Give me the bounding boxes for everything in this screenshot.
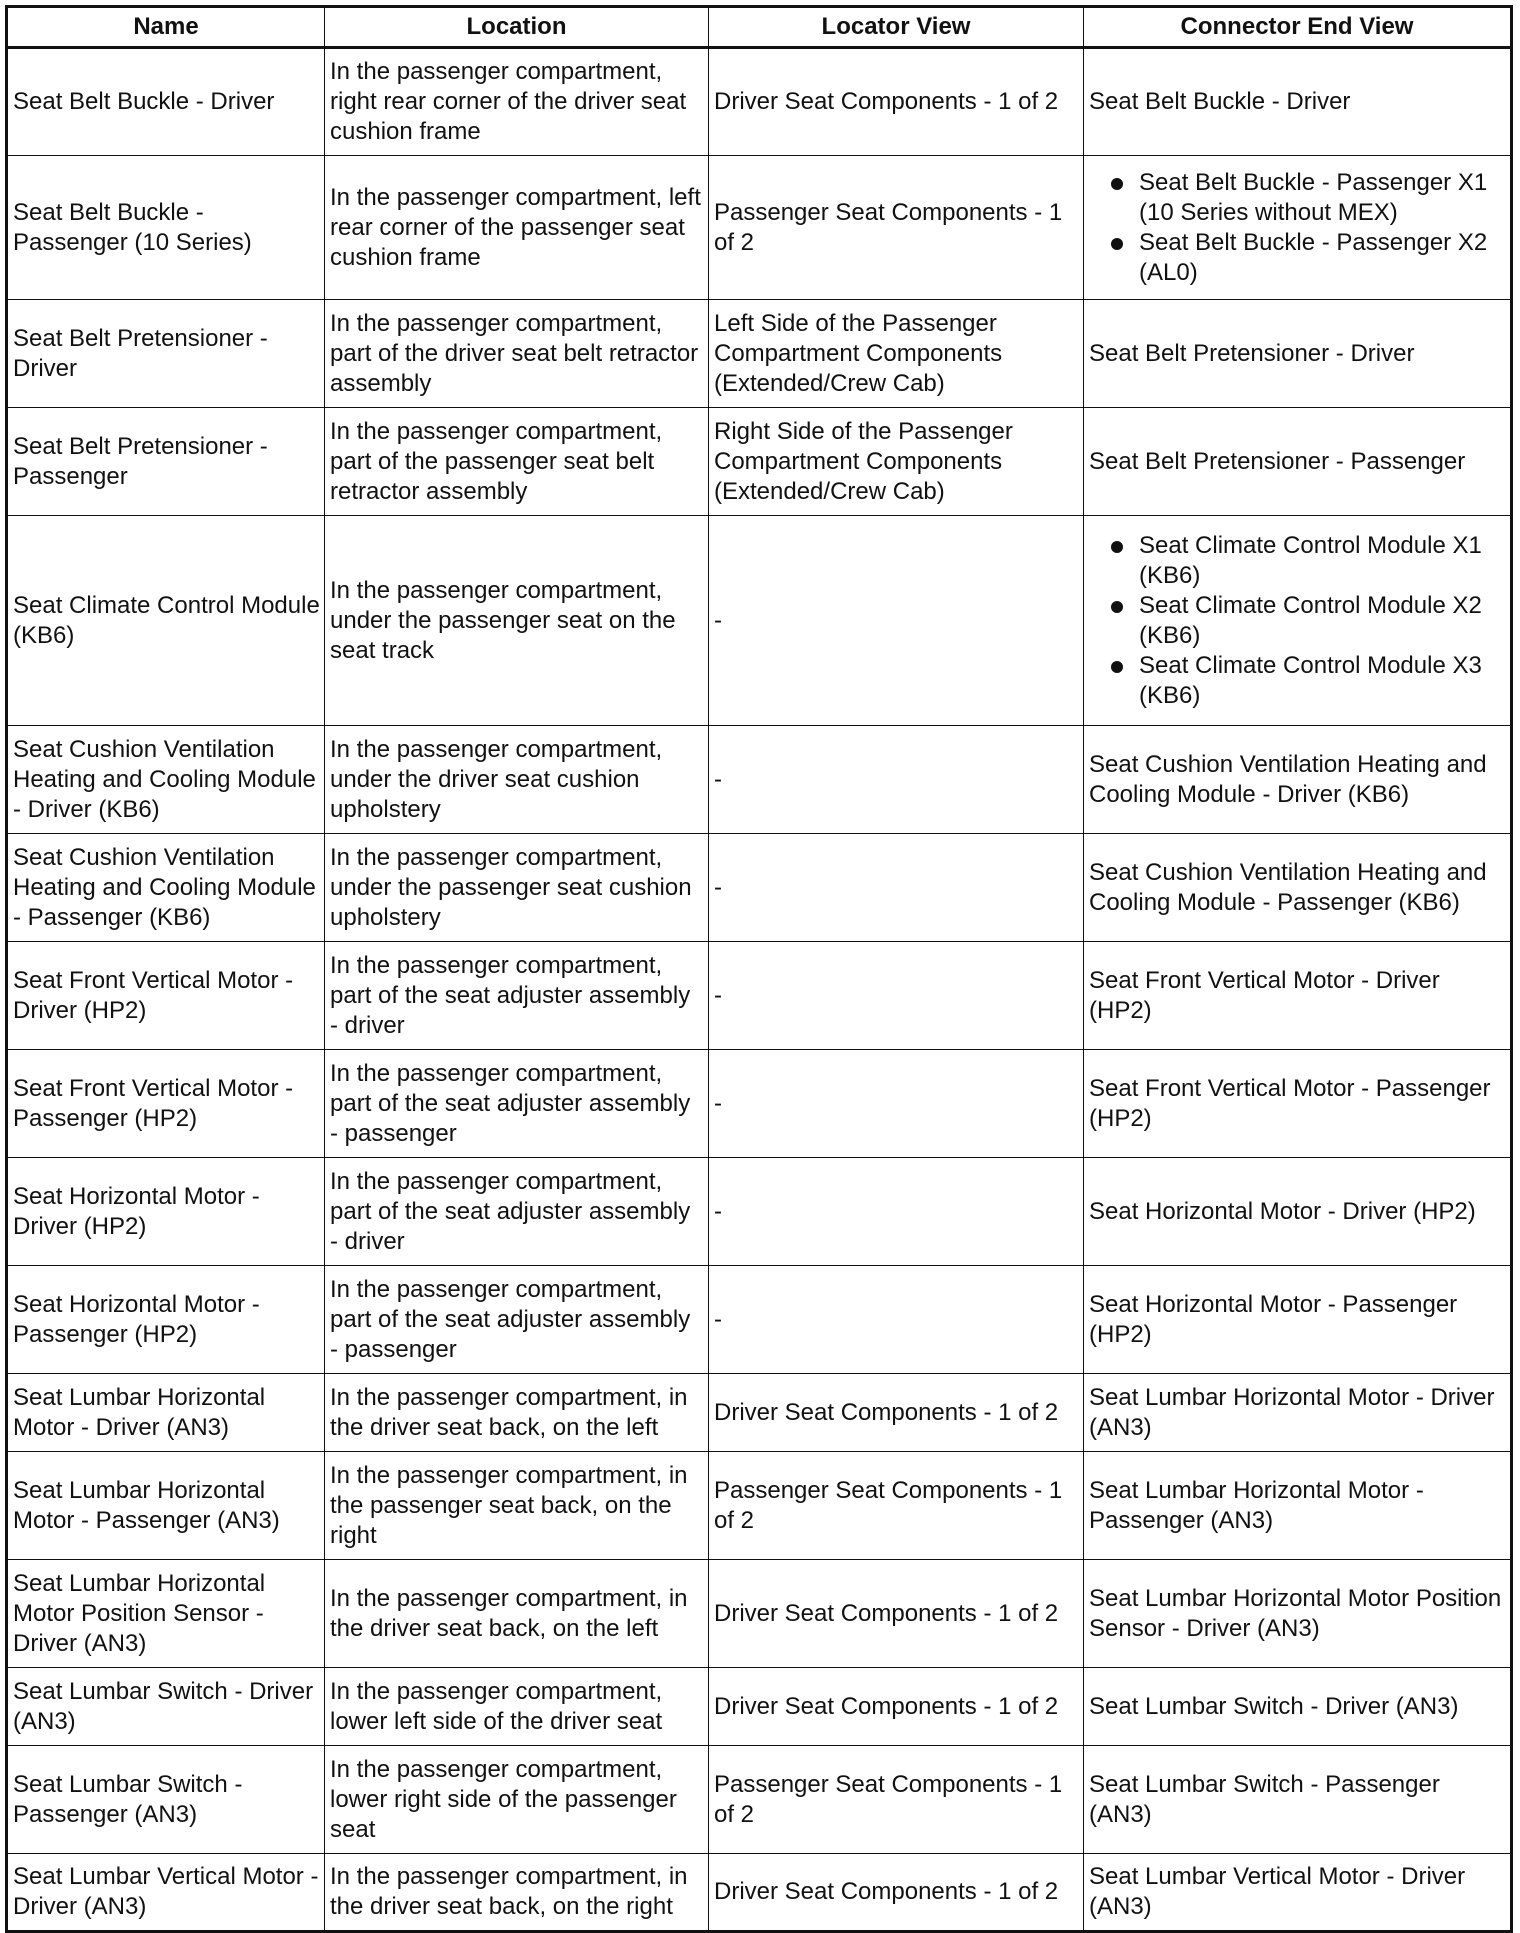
table-row	[7, 1266, 1512, 1374]
connector-list-item: Seat Belt Buckle - Passenger X2 (AL0)	[1089, 228, 1506, 288]
connector-end-view-cell: Seat Cushion Ventilation Heating and Cooling Module - Passenger (KB6)	[1084, 834, 1512, 942]
component-name-cell: Seat Horizontal Motor - Driver (HP2)	[7, 1158, 325, 1266]
connector-list	[1089, 531, 1506, 711]
table-row	[7, 1374, 1512, 1452]
connector-list-item: Seat Climate Control Module X1 (KB6)	[1089, 531, 1506, 591]
location-cell: In the passenger compartment, under the passenger seat cushion upholstery	[325, 834, 709, 942]
table-row	[7, 1050, 1512, 1158]
location-cell: In the passenger compartment, in the driver seat back, on the left	[325, 1374, 709, 1452]
location-cell: In the passenger compartment, part of the seat adjuster assembly - passenger	[325, 1050, 709, 1158]
locator-view-cell: Passenger Seat Components - 1 of 2	[709, 1452, 1084, 1560]
connector-end-view-cell: Seat Cushion Ventilation Heating and Cooling Module - Driver (KB6)	[1084, 726, 1512, 834]
locator-view-cell: Passenger Seat Components - 1 of 2	[709, 1746, 1084, 1854]
component-locator-table	[5, 5, 1513, 1933]
component-name-cell: Seat Lumbar Switch - Driver (AN3)	[7, 1668, 325, 1746]
table-row	[7, 1854, 1512, 1932]
location-cell: In the passenger compartment, part of the seat adjuster assembly - passenger	[325, 1266, 709, 1374]
name-column-header: Name	[7, 7, 325, 48]
connector-list	[1089, 168, 1506, 288]
component-name-cell: Seat Lumbar Horizontal Motor - Driver (AN3)	[7, 1374, 325, 1452]
location-cell: In the passenger compartment, lower right side of the passenger seat	[325, 1746, 709, 1854]
component-name-cell: Seat Belt Pretensioner - Driver	[7, 300, 325, 408]
component-name-cell: Seat Front Vertical Motor - Passenger (HP2)	[7, 1050, 325, 1158]
component-name-cell: Seat Front Vertical Motor - Driver (HP2)	[7, 942, 325, 1050]
connector-end-view-cell: Seat Belt Pretensioner - Driver	[1084, 300, 1512, 408]
location-cell: In the passenger compartment, under the passenger seat on the seat track	[325, 516, 709, 726]
locator-view-column-header: Locator View	[709, 7, 1084, 48]
table-row	[7, 300, 1512, 408]
table-row	[7, 834, 1512, 942]
locator-view-cell: -	[709, 834, 1084, 942]
table-row	[7, 516, 1512, 726]
connector-end-view-cell: Seat Belt Buckle - Driver	[1084, 48, 1512, 156]
location-cell: In the passenger compartment, part of the driver seat belt retractor assembly	[325, 300, 709, 408]
connector-end-view-cell: Seat Belt Pretensioner - Passenger	[1084, 408, 1512, 516]
table-row	[7, 48, 1512, 156]
locator-view-cell: Right Side of the Passenger Compartment Components (Extended/Crew Cab)	[709, 408, 1084, 516]
component-name-cell: Seat Lumbar Horizontal Motor - Passenger (AN3)	[7, 1452, 325, 1560]
table-row	[7, 156, 1512, 300]
connector-end-view-cell: Seat Lumbar Horizontal Motor - Driver (AN3)	[1084, 1374, 1512, 1452]
component-name-cell: Seat Belt Buckle - Passenger (10 Series)	[7, 156, 325, 300]
connector-end-view-cell: Seat Lumbar Switch - Driver (AN3)	[1084, 1668, 1512, 1746]
component-name-cell: Seat Climate Control Module (KB6)	[7, 516, 325, 726]
table-row	[7, 408, 1512, 516]
table-row	[7, 1668, 1512, 1746]
component-locator-sheet	[5, 5, 1510, 1920]
locator-view-cell: Driver Seat Components - 1 of 2	[709, 1854, 1084, 1932]
header-row	[7, 7, 1512, 48]
location-cell: In the passenger compartment, under the driver seat cushion upholstery	[325, 726, 709, 834]
connector-end-view-cell: Seat Horizontal Motor - Passenger (HP2)	[1084, 1266, 1512, 1374]
component-name-cell: Seat Lumbar Vertical Motor - Driver (AN3)	[7, 1854, 325, 1932]
connector-end-view-cell: Seat Horizontal Motor - Driver (HP2)	[1084, 1158, 1512, 1266]
connector-end-view-cell: Seat Lumbar Horizontal Motor Position Sensor - Driver (AN3)	[1084, 1560, 1512, 1668]
locator-view-cell: -	[709, 1050, 1084, 1158]
locator-view-cell: -	[709, 1266, 1084, 1374]
connector-list-item: Seat Climate Control Module X2 (KB6)	[1089, 591, 1506, 651]
location-cell: In the passenger compartment, in the driver seat back, on the right	[325, 1854, 709, 1932]
locator-view-cell: Driver Seat Components - 1 of 2	[709, 48, 1084, 156]
location-column-header: Location	[325, 7, 709, 48]
locator-view-cell: -	[709, 1158, 1084, 1266]
table-row	[7, 1158, 1512, 1266]
table-body	[7, 48, 1512, 1932]
connector-list-item: Seat Climate Control Module X3 (KB6)	[1089, 651, 1506, 711]
location-cell: In the passenger compartment, part of the seat adjuster assembly - driver	[325, 1158, 709, 1266]
locator-view-cell: Driver Seat Components - 1 of 2	[709, 1668, 1084, 1746]
connector-end-view-cell: Seat Front Vertical Motor - Driver (HP2)	[1084, 942, 1512, 1050]
locator-view-cell: -	[709, 516, 1084, 726]
component-name-cell: Seat Cushion Ventilation Heating and Cooling Module - Driver (KB6)	[7, 726, 325, 834]
component-name-cell: Seat Horizontal Motor - Passenger (HP2)	[7, 1266, 325, 1374]
locator-view-cell: Left Side of the Passenger Compartment Components (Extended/Crew Cab)	[709, 300, 1084, 408]
locator-view-cell: Driver Seat Components - 1 of 2	[709, 1374, 1084, 1452]
table-row	[7, 1746, 1512, 1854]
connector-end-view-cell: Seat Front Vertical Motor - Passenger (HP2)	[1084, 1050, 1512, 1158]
location-cell: In the passenger compartment, part of the seat adjuster assembly - driver	[325, 942, 709, 1050]
locator-view-cell: Driver Seat Components - 1 of 2	[709, 1560, 1084, 1668]
component-name-cell: Seat Cushion Ventilation Heating and Cooling Module - Passenger (KB6)	[7, 834, 325, 942]
connector-end-view-cell: Seat Lumbar Switch - Passenger (AN3)	[1084, 1746, 1512, 1854]
connector-end-view-cell	[1084, 156, 1512, 300]
locator-view-cell: -	[709, 942, 1084, 1050]
location-cell: In the passenger compartment, lower left side of the driver seat	[325, 1668, 709, 1746]
table-row	[7, 726, 1512, 834]
component-name-cell: Seat Lumbar Horizontal Motor Position Sensor - Driver (AN3)	[7, 1560, 325, 1668]
locator-view-cell: -	[709, 726, 1084, 834]
component-name-cell: Seat Belt Buckle - Driver	[7, 48, 325, 156]
table-header	[7, 7, 1512, 48]
connector-list-item: Seat Belt Buckle - Passenger X1 (10 Series without MEX)	[1089, 168, 1506, 228]
location-cell: In the passenger compartment, in the driver seat back, on the left	[325, 1560, 709, 1668]
connector-end-view-cell: Seat Lumbar Horizontal Motor - Passenger (AN3)	[1084, 1452, 1512, 1560]
table-row	[7, 1452, 1512, 1560]
connector-end-view-cell: Seat Lumbar Vertical Motor - Driver (AN3)	[1084, 1854, 1512, 1932]
connector-end-view-cell	[1084, 516, 1512, 726]
component-name-cell: Seat Lumbar Switch - Passenger (AN3)	[7, 1746, 325, 1854]
table-row	[7, 942, 1512, 1050]
location-cell: In the passenger compartment, left rear corner of the passenger seat cushion frame	[325, 156, 709, 300]
location-cell: In the passenger compartment, right rear corner of the driver seat cushion frame	[325, 48, 709, 156]
location-cell: In the passenger compartment, in the passenger seat back, on the right	[325, 1452, 709, 1560]
location-cell: In the passenger compartment, part of the passenger seat belt retractor assembly	[325, 408, 709, 516]
table-row	[7, 1560, 1512, 1668]
connector-end-view-column-header: Connector End View	[1084, 7, 1512, 48]
locator-view-cell: Passenger Seat Components - 1 of 2	[709, 156, 1084, 300]
component-name-cell: Seat Belt Pretensioner - Passenger	[7, 408, 325, 516]
